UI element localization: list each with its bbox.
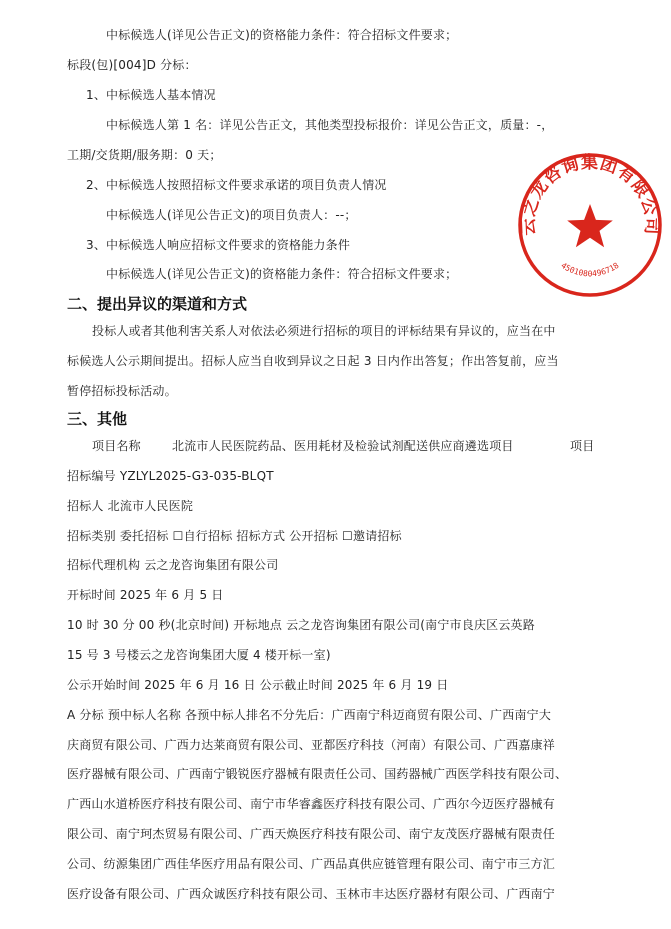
text-line: 中标候选人(详见公告正文)的资格能力条件：符合招标文件要求； <box>106 267 458 281</box>
text-line: 3、中标候选人响应招标文件要求的资格能力条件 <box>86 238 351 252</box>
text-line: 15 号 3 号楼云之龙咨询集团大厦 4 楼开标一室) <box>67 648 331 662</box>
text-line: 中标候选人第 1 名：详见公告正文，其他类型投标报价：详见公告正文，质量：-， <box>106 118 554 132</box>
text-line: 庆商贸有限公司、广西力达莱商贸有限公司、亚都医疗科技（河南）有限公司、广西嘉康祥 <box>67 738 556 752</box>
section-heading: 二、提出异议的渠道和方式 <box>67 295 248 313</box>
text-line: 招标代理机构 云之龙咨询集团有限公司 <box>67 558 279 572</box>
text-line: 招标类别 委托招标 ☐自行招标 招标方式 公开招标 ☐邀请招标 <box>67 529 402 543</box>
text-line: 项目名称 <box>92 439 141 453</box>
text-line: 10 时 30 分 00 秒(北京时间) 开标地点 云之龙咨询集团有限公司(南宁市良庆区云英路 <box>67 618 535 632</box>
company-seal <box>515 150 665 300</box>
text-line: 公示开始时间 2025 年 6 月 16 日 公示截止时间 2025 年 6 月 19 日 <box>67 678 449 692</box>
text-line: 开标时间 2025 年 6 月 5 日 <box>67 588 224 602</box>
text-line: 医疗器械有限公司、广西南宁锻锐医疗器械有限责任公司、国药器械广西医学科技有限公司、 <box>67 767 568 781</box>
text-line: 1、中标候选人基本情况 <box>86 88 216 102</box>
text-line: 公司、纺源集团广西佳华医疗用品有限公司、广西品真供应链管理有限公司、南宁市三方汇 <box>67 857 556 871</box>
text-line: 暂停招标投标活动。 <box>67 384 177 398</box>
section-heading: 三、其他 <box>67 410 128 428</box>
text-line: 医疗设备有限公司、广西众诚医疗科技有限公司、玉林市丰达医疗器材有限公司、广西南宁 <box>67 887 556 901</box>
star-icon <box>567 204 613 247</box>
text-line: 中标候选人(详见公告正文)的资格能力条件：符合招标文件要求； <box>106 28 458 42</box>
text-line: 广西山水道桥医疗科技有限公司、南宁市华睿鑫医疗科技有限公司、广西尔今迈医疗器械有 <box>67 797 556 811</box>
text-line: 招标编号 YZLYL2025-G3-035-BLQT <box>67 469 274 483</box>
seal-arc-text: 云之龙咨询集团有限公司 <box>518 152 662 236</box>
seal-number: 4501080496718 <box>559 260 621 279</box>
text-line: 标段(包)[004]D 分标： <box>67 58 197 72</box>
text-line: A 分标 预中标人名称 各预中标人排名不分先后：广西南宁科迈商贸有限公司、广西南宁大 <box>67 708 552 722</box>
text-line: 中标候选人(详见公告正文)的项目负责人：--； <box>106 208 357 222</box>
text-line: 项目 <box>570 439 595 453</box>
text-line: 工期/交货期/服务期：0 天； <box>67 148 222 162</box>
text-line: 限公司、南宁珂杰贸易有限公司、广西天焕医疗科技有限公司、南宁友茂医疗器械有限责任 <box>67 827 556 841</box>
text-line: 招标人 北流市人民医院 <box>67 499 194 513</box>
text-line: 北流市人民医院药品、医用耗材及检验试剂配送供应商遴选项目 <box>172 439 514 453</box>
text-line: 投标人或者其他利害关系人对依法必须进行招标的项目的评标结果有异议的，应当在中 <box>92 324 556 338</box>
text-line: 标候选人公示期间提出。招标人应当自收到异议之日起 3 日内作出答复；作出答复前，应当 <box>67 354 559 368</box>
text-line: 2、中标候选人按照招标文件要求承诺的项目负责人情况 <box>86 178 387 192</box>
